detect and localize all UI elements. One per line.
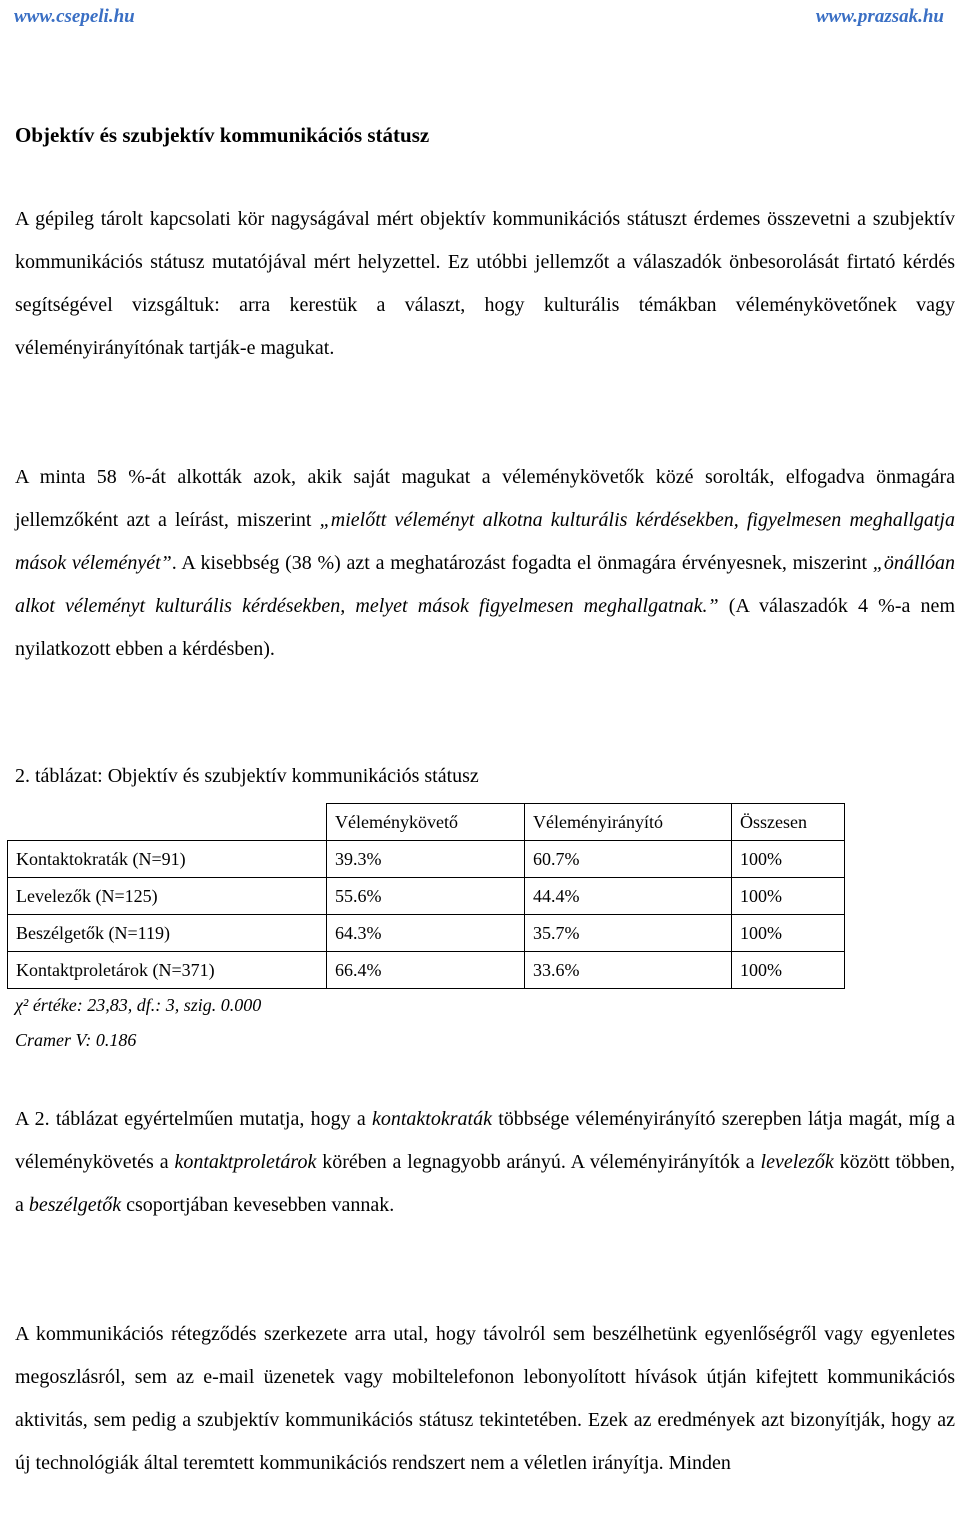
table-header-cell: Véleménykövető <box>327 804 525 841</box>
paragraph-sample-text-2: . A kisebbség (38 %) azt a meghatározást fogadta el önmagára érvényesnek, miszerint <box>171 552 873 574</box>
paragraph-interp-em-4: beszélgetők <box>28 1194 122 1216</box>
table-cell-value: 33.6% <box>525 952 732 989</box>
table-cell-value: 100% <box>732 841 845 878</box>
paragraph-interp-em-2: kontaktproletárok <box>174 1151 317 1173</box>
table-row <box>8 841 845 878</box>
table-cell-value: 100% <box>732 878 845 915</box>
paragraph-interp-text-3: körében a legnagyobb arányú. A véleményirányítók a <box>316 1151 761 1173</box>
table-header-row <box>8 804 845 841</box>
table-header-cell <box>8 804 327 841</box>
table-cell-value: 35.7% <box>525 915 732 952</box>
table-header-cell: Összesen <box>732 804 845 841</box>
table-header-cell: Véleményirányító <box>525 804 732 841</box>
table-cell-value: 100% <box>732 915 845 952</box>
paragraph-interp-text-5: csoportjában kevesebben vannak. <box>121 1194 395 1216</box>
table-row <box>8 915 845 952</box>
section-title: Objektív és szubjektív kommunikációs státusz <box>15 123 430 147</box>
paragraph-sample-quote-1: „mielőtt véleményt alkotna kulturális kérdésekben, figyelmesen meghallgatja mások véleményét” <box>15 509 955 574</box>
paragraph-table-interpretation <box>15 1098 955 1227</box>
table-note-chi-square: χ² értéke: 23,83, df.: 3, szig. 0.000 <box>15 995 262 1015</box>
paragraph-interp-text-4: között többen, a <box>15 1151 955 1216</box>
table-row <box>8 878 845 915</box>
table-cell-group: Kontaktproletárok (N=371) <box>8 952 327 989</box>
table-cell-group: Beszélgetők (N=119) <box>8 915 327 952</box>
table-cell-value: 100% <box>732 952 845 989</box>
table-caption: 2. táblázat: Objektív és szubjektív kommunikációs státusz <box>15 765 479 787</box>
paragraph-conclusion: A kommunikációs rétegződés szerkezete arra utal, hogy távolról sem beszélhetünk egyenlőségről vagy egyenletes megoszlásról, sem az e-mail üzenetek vagy mobiltelefonon lebonyolított hívások útján kifejtett kommunikációs aktivitás, sem pedig a szubjektív kommunikációs státusz tekintetében. Ezek az eredmények azt bizonyítják, hogy az új technológiák által teremtett kommunikációs rendszert nem a véletlen irányítja. Minden <box>15 1323 955 1474</box>
paragraph-sample-text-1: A minta 58 %-át alkották azok, akik saját magukat a véleménykövetők közé sorolták, elfogadva önmagára jellemzőként azt a leírást, miszerint <box>15 466 955 531</box>
table-note-cramer: Cramer V: 0.186 <box>15 1030 137 1050</box>
paragraph-sample-text-3: (A válaszadók 4 %-a nem nyilatkozott ebben a kérdésben). <box>15 595 955 660</box>
table-cell-group: Kontaktokraták (N=91) <box>8 841 327 878</box>
table-cell-value: 44.4% <box>525 878 732 915</box>
header-link-csepeli[interactable]: www.csepeli.hu <box>14 6 135 27</box>
paragraph-interp-em-1: kontaktokraták <box>371 1108 492 1130</box>
paragraph-interp-text-2: többsége véleményirányító szerepben látja magát, míg a véleménykövetés a <box>15 1108 955 1173</box>
status-table <box>7 803 845 989</box>
paragraph-interp-em-3: levelezők <box>760 1151 834 1173</box>
paragraph-intro: A gépileg tárolt kapcsolati kör nagyságával mért objektív kommunikációs státuszt érdemes összevetni a szubjektív kommunikációs státusz mutatójával mért helyzettel. Ez utóbbi jellemzőt a válaszadók önbesorolását firtató kérdés segítségével vizsgáltuk: arra kerestük a választ, hogy kulturális témákban véleménykövetőnek vagy véleményirányítónak tartják-e magukat. <box>15 208 955 359</box>
paragraph-sample-quote-2: „önállóan alkot véleményt kulturális kérdésekben, melyet mások figyelmesen meghallgatnak.” <box>15 552 955 617</box>
header-link-prazsak[interactable]: www.prazsak.hu <box>815 6 944 27</box>
table-cell-value: 55.6% <box>327 878 525 915</box>
table-cell-group: Levelezők (N=125) <box>8 878 327 915</box>
table-cell-value: 64.3% <box>327 915 525 952</box>
table-cell-value: 66.4% <box>327 952 525 989</box>
table-cell-value: 39.3% <box>327 841 525 878</box>
paragraph-interp-text-1: A 2. táblázat egyértelműen mutatja, hogy a <box>15 1108 372 1130</box>
table-cell-value: 60.7% <box>525 841 732 878</box>
table-row <box>8 952 845 989</box>
paragraph-sample <box>15 456 955 671</box>
